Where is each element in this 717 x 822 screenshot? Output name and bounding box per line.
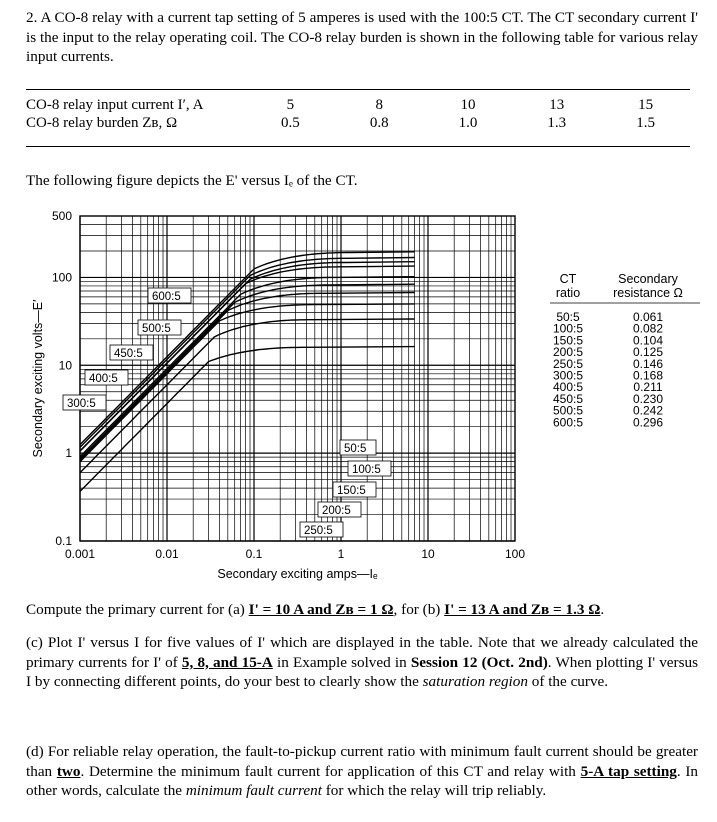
y-tick-label: 1 — [65, 446, 72, 461]
resistance-header: resistance Ω — [613, 286, 683, 300]
x-tick-label: 1 — [337, 547, 345, 561]
ratio-cell: 200:5 — [552, 345, 584, 360]
table-cell: 0.5 — [281, 115, 300, 131]
qc-saturation: saturation region — [422, 673, 528, 690]
question-c — [26, 633, 698, 692]
ratio-header: CT — [559, 272, 577, 286]
resistance-header: Secondary — [618, 272, 678, 286]
x-tick-label: 100 — [504, 547, 526, 561]
resistance-cell: 0.230 — [632, 391, 664, 406]
qa-prefix: Compute the primary current for (a) — [26, 601, 249, 618]
qd-text: . In other words, calculate the — [26, 762, 699, 799]
qa-suffix: . — [600, 601, 605, 618]
x-axis-label: Secondary exciting amps—Iₑ — [217, 567, 378, 581]
curve-label: 50:5 — [344, 443, 367, 455]
table-cell: 0.8 — [369, 115, 389, 131]
x-tick-label: 0.01 — [155, 547, 179, 561]
table-cell: 5 — [286, 97, 295, 113]
curve-label: 600:5 — [152, 291, 181, 303]
curve-200-5 — [80, 293, 415, 460]
table-cell: 15 — [638, 97, 654, 113]
ratio-cell: 50:5 — [556, 310, 580, 324]
y-tick-label: 0.1 — [55, 534, 72, 548]
resistance-cell: 0.242 — [632, 403, 664, 418]
table-cell: 1.5 — [636, 115, 655, 131]
x-tick-label: 0.001 — [64, 547, 96, 561]
curve-label: 400:5 — [89, 373, 118, 385]
ratio-header: ratio — [555, 286, 581, 300]
qc-text: . When plotting I' versus I by connecting different points, do your best to clearly show the — [26, 653, 699, 690]
table-bottom-rule — [26, 146, 690, 147]
qd-text: for which the relay will trip reliably. — [321, 782, 547, 799]
ratio-cell: 450:5 — [552, 391, 584, 406]
resistance-cell: 0.211 — [633, 380, 663, 395]
curve-label: 300:5 — [67, 398, 96, 410]
curve-250-5 — [80, 284, 415, 458]
table-cell: 8 — [375, 97, 383, 113]
question-d — [26, 742, 698, 801]
resistance-cell: 0.061 — [632, 310, 664, 324]
qd-minfault: minimum fault current — [185, 782, 322, 799]
ratio-cell: 600:5 — [552, 415, 584, 430]
curve-label: 200:5 — [322, 505, 351, 517]
resistance-cell: 0.125 — [632, 345, 664, 360]
x-tick-label: 10 — [421, 547, 435, 561]
curve-label: 100:5 — [352, 464, 381, 476]
y-tick-label: 10 — [58, 358, 72, 373]
ratio-cell: 250:5 — [552, 356, 584, 371]
qc-text: of the curve. — [527, 673, 609, 690]
qa-condition-a: I' = 10 A and Zʙ = 1 Ω — [248, 601, 394, 618]
resistance-cell: 0.082 — [632, 321, 664, 336]
qa-mid: , for (b) — [393, 601, 445, 618]
ratio-cell: 150:5 — [552, 333, 584, 348]
ratio-cell: 500:5 — [552, 403, 584, 418]
curve-label: 500:5 — [142, 323, 171, 335]
resistance-cell: 0.168 — [632, 368, 664, 383]
qc-text: (c) Plot I' versus I for five values of I' which are displayed in the table. Note that we already calculated the primary currents for I' of — [26, 634, 698, 671]
curve-label: 150:5 — [337, 485, 366, 497]
qd-two: two — [56, 762, 81, 780]
table-row — [26, 114, 690, 132]
table-cell: 13 — [549, 97, 565, 113]
y-tick-label: 500 — [51, 209, 72, 223]
question-a-b — [26, 600, 698, 620]
qd-tap: 5-A tap setting — [580, 762, 677, 780]
row-label-current: CO-8 relay input current I′, A — [26, 97, 204, 113]
table-top-rule — [26, 89, 690, 90]
qd-text: (d) For reliable relay operation, the fault-to-pickup current ratio with minimum fault current should be greater than — [26, 743, 698, 780]
table-cell: 10 — [460, 97, 476, 113]
qd-text: . Determine the minimum fault current for application of this CT and relay with — [80, 762, 581, 780]
ct-excitation-chart — [0, 196, 717, 588]
curve-label: 250:5 — [304, 525, 333, 537]
ratio-cell: 300:5 — [552, 368, 584, 383]
resistance-cell: 0.296 — [632, 415, 664, 430]
table-cell: 1.0 — [458, 115, 478, 131]
curve-label: 450:5 — [114, 348, 143, 360]
y-tick-label: 100 — [51, 270, 72, 285]
relay-burden-table — [26, 96, 690, 132]
qc-text: in Example solved in — [272, 653, 411, 671]
curve-150-5 — [80, 304, 415, 462]
figure-caption: The following figure depicts the E' versus Iₑ of the CT. — [26, 172, 358, 189]
resistance-cell: 0.104 — [632, 333, 664, 348]
x-tick-label: 0.1 — [245, 547, 263, 561]
ratio-cell: 100:5 — [552, 321, 584, 336]
ratio-cell: 400:5 — [552, 380, 584, 395]
qa-condition-b: I' = 13 A and Zʙ = 1.3 Ω — [444, 601, 601, 618]
table-cell: 1.3 — [547, 115, 567, 131]
row-label-burden: CO-8 relay burden Zʙ, Ω — [26, 115, 178, 131]
table-row — [26, 96, 690, 114]
qc-currents: 5, 8, and 15-A — [181, 653, 273, 671]
resistance-cell: 0.146 — [632, 356, 664, 371]
qc-session: Session 12 (Oct. 2nd) — [410, 653, 548, 671]
y-axis-label: Secondary exciting volts—E′ — [31, 299, 45, 458]
problem-intro: 2. A CO-8 relay with a current tap setting of 5 amperes is used with the 100:5 CT. The CT secondary current I' is the input to the relay operating coil. The CO-8 relay burden is shown in the following table for various relay input currents. — [26, 9, 698, 65]
